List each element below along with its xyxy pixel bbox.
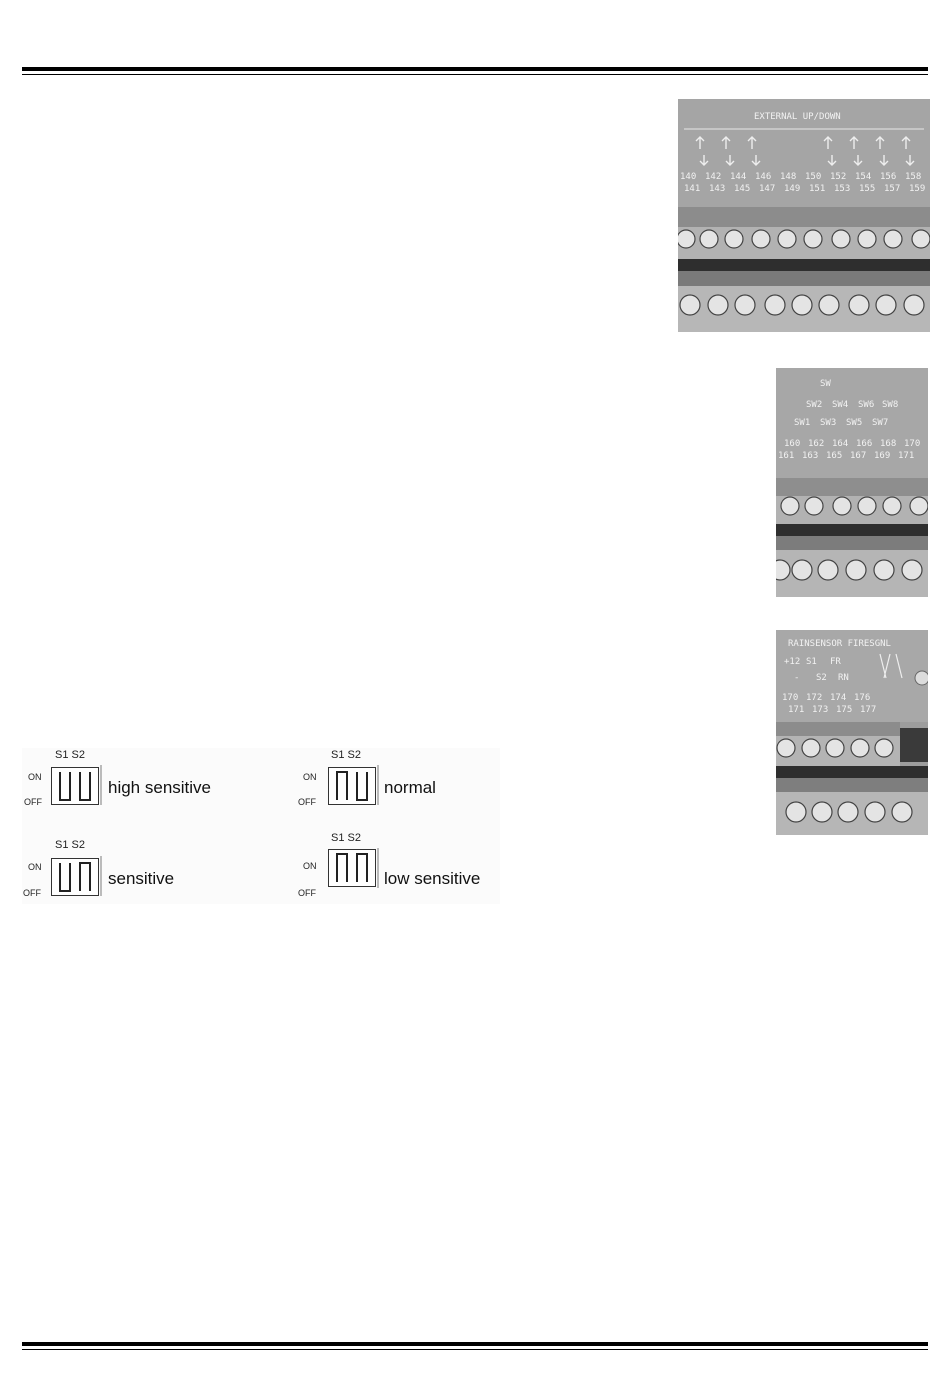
off-label: OFF (24, 797, 42, 807)
switch-label: SW8 (882, 400, 899, 410)
sensor-label: S2 (816, 673, 827, 683)
terminal-number: 167 (850, 451, 867, 461)
dip-switch-box (51, 858, 99, 896)
switch-label: SW3 (820, 418, 837, 428)
on-label: ON (303, 861, 317, 871)
terminal-number: 141 (684, 184, 701, 194)
terminal-number: 171 (788, 705, 805, 715)
switch-s2-off-icon (80, 772, 90, 800)
up-down-header: EXTERNAL UP/DOWN (754, 112, 841, 122)
dip-switch-box (51, 767, 99, 805)
terminal-number: 162 (808, 439, 825, 449)
terminal-number: 155 (859, 184, 876, 194)
on-label: ON (28, 862, 42, 872)
switch-s2-on-icon (80, 863, 90, 891)
off-label: OFF (298, 888, 316, 898)
terminal-number: 163 (802, 451, 819, 461)
sensor-label: - (794, 673, 800, 683)
setting-label: normal (384, 778, 436, 797)
terminal-number: 152 (830, 172, 847, 182)
terminal-number: 166 (856, 439, 873, 449)
off-label: OFF (298, 797, 316, 807)
terminal-number: 174 (830, 693, 847, 703)
terminal-number: 153 (834, 184, 851, 194)
setting-label: high sensitive (108, 778, 212, 797)
switch-label: SW6 (858, 400, 875, 410)
dip-switch-settings (22, 748, 500, 904)
terminal-block-photo-up-down (678, 99, 930, 332)
terminal-number: 151 (809, 184, 826, 194)
terminal-number: 147 (759, 184, 776, 194)
switch-header: S1 S2 (55, 749, 85, 761)
sensor-label: +12 (784, 657, 801, 667)
terminal-number: 154 (855, 172, 872, 182)
divider (377, 848, 379, 888)
terminal-number: 159 (909, 184, 926, 194)
sensor-header: RAINSENSOR FIRESGNL (788, 639, 891, 649)
switch-label: SW7 (872, 418, 889, 428)
switch-s2-off-icon (357, 772, 367, 800)
dip-switch-box (328, 849, 376, 887)
terminal-number: 172 (806, 693, 823, 703)
footer-rule (22, 1342, 928, 1350)
terminal-number: 169 (874, 451, 891, 461)
divider (100, 856, 102, 896)
setting-label: low sensitive (384, 869, 481, 888)
terminal-number: 149 (784, 184, 801, 194)
terminal-number: 164 (832, 439, 849, 449)
terminal-number: 170 (782, 693, 799, 703)
terminal-number: 150 (805, 172, 822, 182)
terminal-number: 173 (812, 705, 829, 715)
switch-label: SW4 (832, 400, 849, 410)
off-label: OFF (23, 888, 41, 898)
terminal-number: 143 (709, 184, 726, 194)
terminal-number: 145 (734, 184, 751, 194)
switch-s1-on-icon (337, 854, 347, 882)
terminal-number: 168 (880, 439, 897, 449)
sensor-label: S1 (806, 657, 817, 667)
terminal-number: 161 (778, 451, 795, 461)
switch-s1-off-icon (60, 772, 70, 800)
terminal-number: 146 (755, 172, 772, 182)
switch-label: SW5 (846, 418, 863, 428)
terminal-block-photo-switches (776, 368, 928, 597)
setting-label: sensitive (108, 869, 175, 888)
terminal-number: 140 (680, 172, 697, 182)
terminal-number: 170 (904, 439, 921, 449)
switch-label: SW1 (794, 418, 811, 428)
switch-s1-on-icon (337, 772, 347, 800)
on-label: ON (28, 772, 42, 782)
terminal-number: 165 (826, 451, 843, 461)
terminal-number: 157 (884, 184, 901, 194)
dip-switch-box (328, 767, 376, 805)
switch-label: SW2 (806, 400, 823, 410)
terminal-number: 175 (836, 705, 853, 715)
on-label: ON (303, 772, 317, 782)
switch-s1-off-icon (60, 863, 70, 891)
header-rule (22, 67, 928, 75)
terminal-number: 156 (880, 172, 897, 182)
switch-s2-on-icon (357, 854, 367, 882)
terminal-number: 148 (780, 172, 797, 182)
terminal-number: 176 (854, 693, 871, 703)
terminal-block-photo-sensor (776, 630, 928, 835)
divider (100, 765, 102, 805)
terminal-number: 171 (898, 451, 915, 461)
switch-header: S1 S2 (55, 839, 85, 851)
switch-header: S1 S2 (331, 749, 361, 761)
divider (377, 765, 379, 805)
terminal-number: 158 (905, 172, 922, 182)
sensor-label: FR (830, 657, 841, 667)
switches-header: SW (820, 379, 831, 389)
terminal-number: 160 (784, 439, 801, 449)
terminal-number: 177 (860, 705, 877, 715)
sensor-label: RN (838, 673, 849, 683)
switch-header: S1 S2 (331, 832, 361, 844)
terminal-number: 144 (730, 172, 747, 182)
terminal-number: 142 (705, 172, 722, 182)
